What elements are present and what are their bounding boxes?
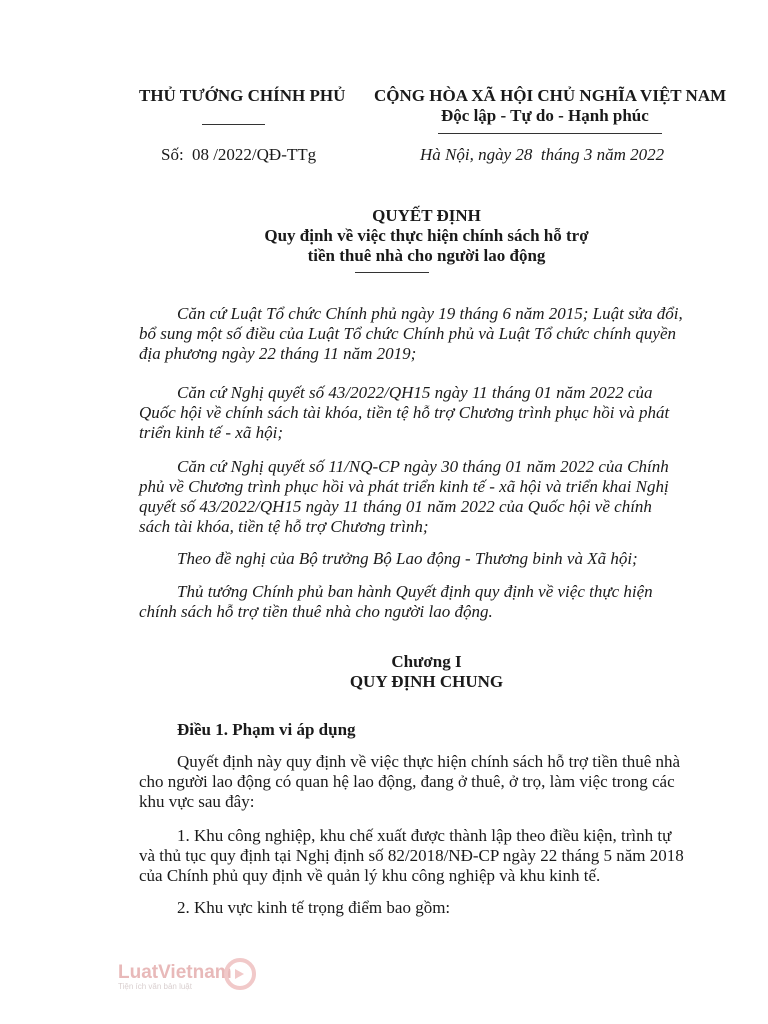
text-line: của Chính phủ quy định về quản lý khu công nghiệp và khu kinh tế. [139, 866, 601, 885]
number-prefix: Số: [161, 145, 184, 164]
text-line: Theo đề nghị của Bộ trưởng Bộ Lao động - Thương binh và Xã hội; [177, 549, 638, 568]
text-line: Căn cứ Nghị quyết số 11/NQ-CP ngày 30 tháng 01 năm 2022 của Chính [177, 457, 669, 476]
preamble-paragraph [139, 304, 714, 364]
title-underline [355, 272, 429, 273]
text-line: sách tài khóa, tiền tệ hỗ trợ Chương trình; [139, 517, 429, 536]
decision-heading: QUYẾT ĐỊNH [372, 206, 481, 225]
chapter-number: Chương I [391, 652, 462, 671]
text-line: 2. Khu vực kinh tế trọng điểm bao gồm: [177, 898, 451, 917]
text-line: Quyết định này quy định về việc thực hiện chính sách hỗ trợ tiền thuê nhà [177, 752, 681, 771]
arrow-logo-icon [224, 958, 256, 990]
text-line: bổ sung một số điều của Luật Tổ chức Chính phủ và Luật Tổ chức chính quyền [139, 324, 677, 343]
text-line: chính sách hỗ trợ tiền thuê nhà cho người lao động. [139, 602, 493, 621]
article-title: Điều 1. Phạm vi áp dụng [177, 720, 356, 739]
motto-underline [438, 133, 662, 134]
watermark-tagline: Tiện ích văn bản luật [118, 982, 192, 991]
article-paragraph [139, 752, 714, 812]
number-value: 08 /2022/QĐ-TTg [191, 145, 317, 164]
watermark-brand: LuatVietnam [118, 962, 232, 983]
luatvietnam-watermark [118, 962, 232, 991]
issuer-underline [202, 124, 265, 125]
preamble-paragraph [139, 383, 714, 443]
text-line: Thủ tướng Chính phủ ban hành Quyết định quy định về việc thực hiện [177, 582, 653, 601]
decision-subject-line-2: tiền thuê nhà cho người lao động [307, 246, 546, 265]
preamble-paragraph [139, 549, 714, 569]
decision-subject-line-1: Quy định về việc thực hiện chính sách hỗ trợ [264, 226, 589, 245]
issuer-title: THỦ TƯỚNG CHÍNH PHỦ [139, 86, 346, 105]
text-line: quyết số 43/2022/QH15 ngày 11 tháng 01 năm 2022 của Quốc hội về chính [139, 497, 652, 516]
text-line: triển kinh tế - xã hội; [139, 423, 283, 442]
chapter-title: QUY ĐỊNH CHUNG [349, 672, 504, 691]
text-line: Căn cứ Nghị quyết số 43/2022/QH15 ngày 11 tháng 01 năm 2022 của [177, 383, 653, 402]
document-number [161, 145, 316, 165]
text-line: Quốc hội về chính sách tài khóa, tiền tệ hỗ trợ Chương trình phục hồi và phát [139, 403, 670, 422]
article-paragraph [139, 826, 714, 886]
country-title: CỘNG HÒA XÃ HỘI CHỦ NGHĨA VIỆT NAM [374, 86, 727, 105]
text-line: cho người lao động có quan hệ lao động, đang ở thuê, ở trọ, làm việc trong các [139, 772, 675, 791]
preamble-paragraph [139, 582, 714, 622]
text-line: Căn cứ Luật Tổ chức Chính phủ ngày 19 tháng 6 năm 2015; Luật sửa đổi, [177, 304, 683, 323]
text-line: phủ về Chương trình phục hồi và phát triển kinh tế - xã hội và triển khai Nghị [139, 477, 669, 496]
preamble-paragraph [139, 457, 714, 537]
place-date: Hà Nội, ngày 28 tháng 3 năm 2022 [420, 145, 665, 164]
text-line: 1. Khu công nghiệp, khu chế xuất được thành lập theo điều kiện, trình tự [177, 826, 672, 845]
article-paragraph [139, 898, 714, 918]
text-line: và thủ tục quy định tại Nghị định số 82/2018/NĐ-CP ngày 22 tháng 5 năm 2018 [139, 846, 684, 865]
text-line: địa phương ngày 22 tháng 11 năm 2019; [139, 344, 417, 363]
motto: Độc lập - Tự do - Hạnh phúc [441, 106, 649, 125]
text-line: khu vực sau đây: [139, 792, 255, 811]
